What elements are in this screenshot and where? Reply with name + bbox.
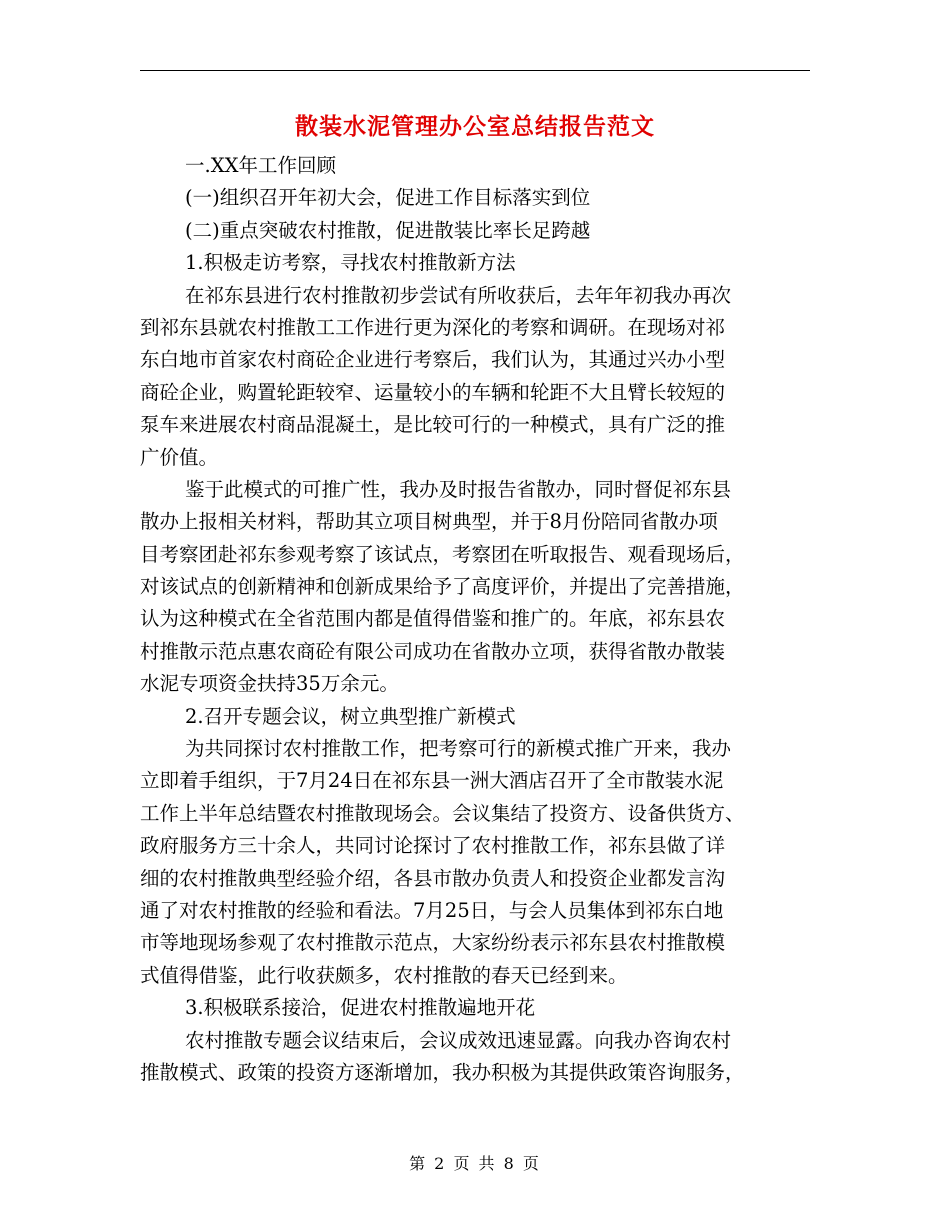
text-line: 细的农村推散典型经验介绍，各县市散办负责人和投资企业都发言沟 — [140, 866, 726, 890]
text-line: (二)重点突破农村推散，促进散装比率长足跨越 — [185, 218, 591, 242]
text-line: 泵车来进展农村商品混凝土，是比较可行的一种模式，具有广泛的推 — [140, 413, 726, 437]
text-line: 2.召开专题会议，树立典型推广新模式 — [185, 704, 516, 728]
text-line: 3.积极联系接洽，促进农村推散遍地开花 — [185, 996, 536, 1020]
text-line: 目考察团赴祁东参观考察了该试点，考察团在听取报告、观看现场后， — [140, 542, 745, 566]
page-number-footer: 第 2 页 共 8 页 — [409, 1154, 541, 1173]
text-line: 工作上半年总结暨农村推散现场会。会议集结了投资方、设备供货方、 — [140, 801, 745, 825]
text-line: 为共同探讨农村推散工作，把考察可行的新模式推广开来，我办 — [185, 737, 732, 761]
text-line: 在祁东县进行农村推散初步尝试有所收获后，去年年初我办再次 — [185, 283, 732, 307]
text-line: 立即着手组织，于7月24日在祁东县一洲大酒店召开了全市散装水泥 — [140, 769, 724, 793]
text-line: 水泥专项资金扶持35万余元。 — [140, 672, 399, 696]
text-line: 认为这种模式在全省范围内都是值得借鉴和推广的。年底，祁东县农 — [140, 607, 726, 631]
text-line: (一)组织召开年初大会，促进工作目标落实到位 — [185, 186, 591, 210]
text-line: 东白地市首家农村商砼企业进行考察后，我们认为，其通过兴办小型 — [140, 348, 726, 372]
text-line: 政府服务方三十余人，共同讨论探讨了农村推散工作，祁东县做了详 — [140, 834, 726, 858]
text-line: 农村推散专题会议结束后，会议成效迅速显露。向我办咨询农村 — [185, 1028, 732, 1052]
text-line: 一.XX年工作回顾 — [185, 154, 336, 177]
text-line: 鉴于此模式的可推广性，我办及时报告省散办，同时督促祁东县 — [185, 477, 732, 501]
text-line: 对该试点的创新精神和创新成果给予了高度评价，并提出了完善措施， — [140, 575, 745, 599]
text-line: 推散模式、政策的投资方逐渐增加，我办积极为其提供政策咨询服务， — [140, 1060, 745, 1084]
text-line: 市等地现场参观了农村推散示范点，大家纷纷表示祁东县农村推散模 — [140, 931, 726, 955]
document-title: 散装水泥管理办公室总结报告范文 — [295, 113, 655, 140]
text-line: 1.积极走访考察，寻找农村推散新方法 — [185, 251, 516, 275]
text-line: 到祁东县就农村推散工工作进行更为深化的考察和调研。在现场对祁 — [140, 315, 726, 339]
text-line: 广价值。 — [140, 445, 219, 469]
header-rule — [140, 70, 810, 71]
text-line: 村推散示范点惠农商砼有限公司成功在省散办立项，获得省散办散装 — [140, 639, 726, 663]
document-body — [140, 150, 812, 1089]
text-line: 式值得借鉴，此行收获颇多，农村推散的春天已经到来。 — [140, 963, 628, 987]
text-line: 通了对农村推散的经验和看法。7月25日，与会人员集体到祁东白地 — [140, 898, 724, 922]
text-line: 散办上报相关材料，帮助其立项目树典型，并于8月份陪同省散办项 — [140, 510, 718, 534]
text-line: 商砼企业，购置轮距较窄、运量较小的车辆和轮距不大且臂长较短的 — [140, 380, 726, 404]
